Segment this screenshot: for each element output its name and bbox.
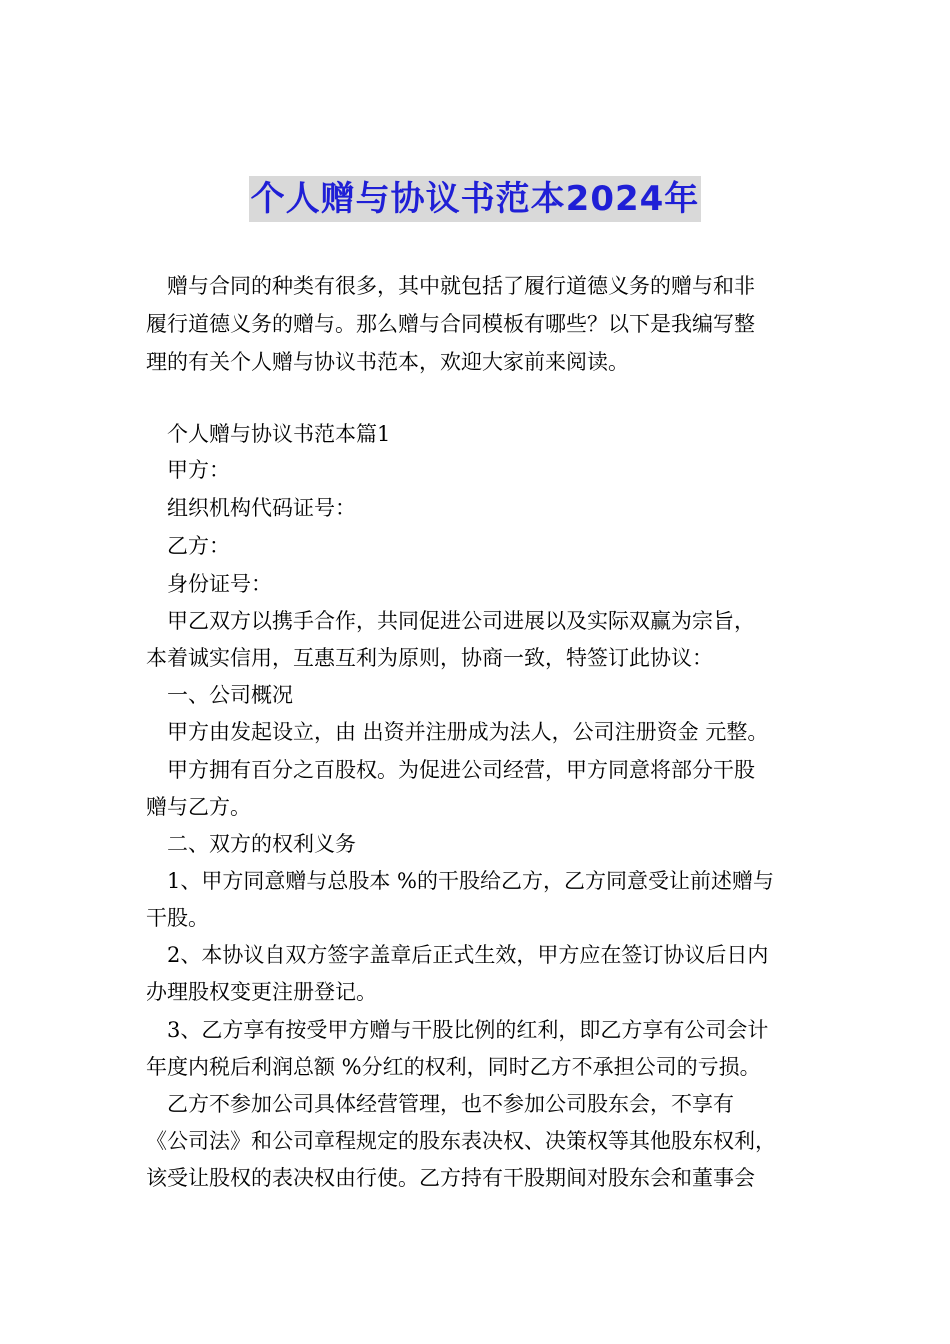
body-line: 年度内税后利润总额 %分红的权利，同时乙方不承担公司的亏损。 xyxy=(146,1055,761,1079)
body-line: 甲乙双方以携手合作，共同促进公司进展以及实际双赢为宗旨， xyxy=(146,609,755,633)
title-wrap xyxy=(0,176,950,222)
intro-line: 赠与合同的种类有很多，其中就包括了履行道德义务的赠与和非 xyxy=(146,274,755,298)
body-line: 3、乙方享有按受甲方赠与干股比例的红利，即乙方享有公司会计 xyxy=(146,1018,769,1042)
body-line: 该受让股权的表决权由行使。乙方持有干股期间对股东会和董事会 xyxy=(146,1166,755,1190)
intro-line: 理的有关个人赠与协议书范本，欢迎大家前来阅读。 xyxy=(146,350,629,374)
body-line: 1、甲方同意赠与总股本 %的干股给乙方，乙方同意受让前述赠与 xyxy=(146,869,774,893)
party-b-label: 乙方： xyxy=(146,534,230,558)
body-line: 乙方不参加公司具体经营管理，也不参加公司股东会，不享有 xyxy=(146,1092,734,1116)
body-line: 甲方拥有百分之百股权。为促进公司经营，甲方同意将部分干股 xyxy=(146,758,755,782)
party-a-label: 甲方： xyxy=(146,458,230,482)
document-title: 个人赠与协议书范本2024年 xyxy=(249,176,702,222)
body-line: 本着诚实信用，互惠互利为原则，协商一致，特签订此协议： xyxy=(146,646,713,670)
body-line: 《公司法》和公司章程规定的股东表决权、决策权等其他股东权利， xyxy=(146,1129,776,1153)
org-code-label: 组织机构代码证号： xyxy=(146,496,356,520)
body-line: 干股。 xyxy=(146,906,209,930)
id-number-label: 身份证号： xyxy=(146,572,272,596)
clause-heading: 二、双方的权利义务 xyxy=(146,832,356,856)
body-line: 赠与乙方。 xyxy=(146,795,251,819)
intro-line: 履行道德义务的赠与。那么赠与合同模板有哪些？以下是我编写整 xyxy=(146,312,755,336)
section-heading: 个人赠与协议书范本篇1 xyxy=(146,422,391,446)
clause-heading: 一、公司概况 xyxy=(146,683,293,707)
body-line: 甲方由发起设立，由 出资并注册成为法人，公司注册资金 元整。 xyxy=(146,720,769,744)
body-line: 2、本协议自双方签字盖章后正式生效，甲方应在签订协议后日内 xyxy=(146,943,769,967)
body-line: 办理股权变更注册登记。 xyxy=(146,980,377,1004)
